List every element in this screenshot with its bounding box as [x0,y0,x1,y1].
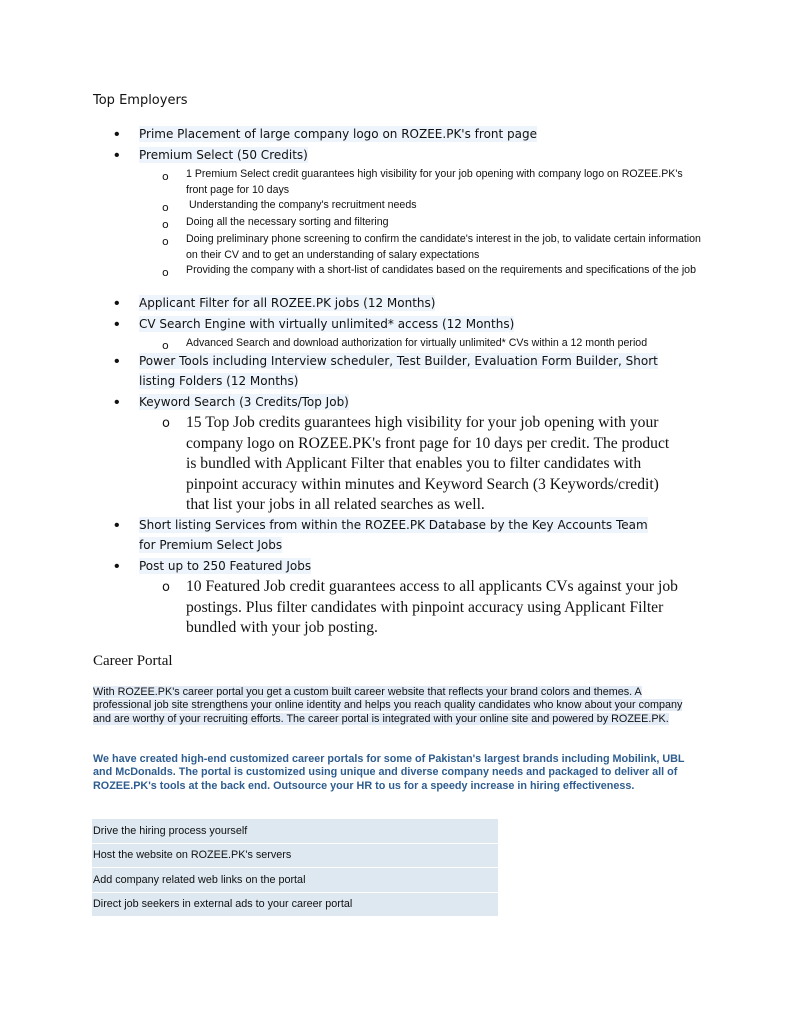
list-item: Keyword Search (3 Credits/Top Job) [139,395,349,409]
sub-list-item: Understanding the company's recruitment needs [186,199,417,211]
section-title-career-portal: Career Portal [93,653,173,669]
list-item: Applicant Filter for all ROZEE.PK jobs (12 Months) [139,296,436,310]
list-item: Power Tools including Interview scheduler, Test Builder, Evaluation Form Builder, Short listing Folders (12 Months) [139,354,658,388]
bullet: • [114,126,120,143]
list-item: Premium Select (50 Credits) [139,148,308,162]
table-row [92,843,498,868]
table-cell: Direct job seekers in external ads to your career portal [92,892,498,917]
bullet: • [114,147,120,164]
sub-list-item: Doing preliminary phone screening to confirm the candidate's interest in the job, to validate certain information on their CV and to get an understanding of salary expectations [186,233,701,261]
sub-bullet: o [162,339,169,352]
list-item: CV Search Engine with virtually unlimited* access (12 Months) [139,317,515,331]
career-portal-features-table [92,819,498,917]
bullet: • [114,558,120,575]
career-portal-highlight: We have created high-end customized career portals for some of Pakistan's largest brands including Mobilink, UBL and McDonalds. The portal is customized using unique and diverse company needs and packaged to deliver all of ROZEE.PK's tools at the back end. Outsource your HR to us for a speedy increase in hiring effectiveness. [93,753,685,792]
sub-list-item: 1 Premium Select credit guarantees high visibility for your job opening with company logo on ROZEE.PK's front page for 10 days [186,168,683,196]
sub-bullet: o [162,235,169,248]
bullet: • [114,353,120,370]
career-portal-intro: With ROZEE.PK's career portal you get a custom built career website that reflects your brand colors and themes. A professional job site strengthens your online identity and helps you reach quality candidates who know about your company and are worthy of your recruiting efforts. The career portal is integrated with your online site and powered by ROZEE.PK. [93,686,683,725]
table-cell: Add company related web links on the portal [92,868,498,893]
sub-list-item: Doing all the necessary sorting and filtering [186,216,389,228]
table-row [92,868,498,893]
list-item: Short listing Services from within the ROZEE.PK Database by the Key Accounts Team for Premium Select Jobs [139,518,648,552]
bullet: • [114,295,120,312]
sub-bullet: o [162,201,169,214]
bullet: • [114,316,120,333]
table-cell: Host the website on ROZEE.PK's servers [92,843,498,868]
list-item: Prime Placement of large company logo on ROZEE.PK's front page [139,127,538,141]
table-row [92,892,498,917]
sub-bullet: o [162,266,169,279]
sub-list-item: 10 Featured Job credit guarantees access to all applicants CVs against your job postings. Plus filter candidates with pinpoint accuracy using Applicant Filter bundled with your job posting. [186,578,678,637]
list-item: Post up to 250 Featured Jobs [139,559,312,573]
sub-bullet: o [162,218,169,231]
sub-list-item: 15 Top Job credits guarantees high visibility for your job opening with your company logo on ROZEE.PK's front page for 10 days per credit. The product is bundled with Applicant Filter that enables you to filter candidates with pinpoint accuracy within minutes and Keyword Search (3 Keywords/credit) that list your jobs in all related searches as well. [186,414,670,514]
sub-bullet: o [162,416,170,431]
bullet: • [114,517,120,534]
sub-list-item: Providing the company with a short-list of candidates based on the requirements and specifications of the job [186,264,696,276]
section-title-top-employers: Top Employers [93,93,188,108]
table-cell: Drive the hiring process yourself [92,819,498,843]
table-row [92,819,498,843]
sub-list-item: Advanced Search and download authorization for virtually unlimited* CVs within a 12 month period [186,337,648,349]
bullet: • [114,394,120,411]
sub-bullet: o [162,580,170,595]
sub-bullet: o [162,170,169,183]
